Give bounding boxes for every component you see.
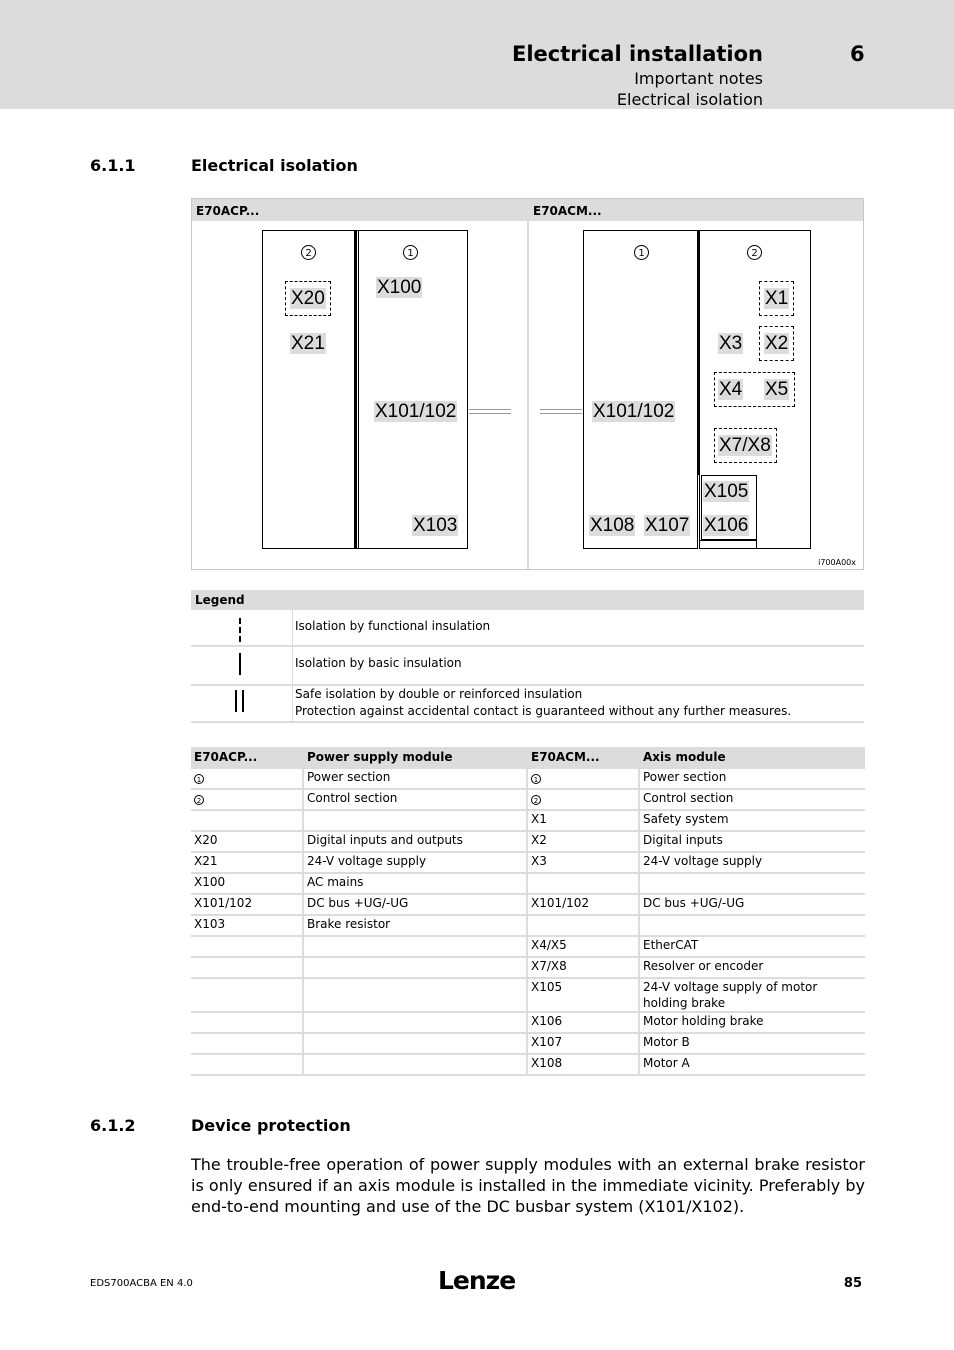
figure-head-power-supply: E70ACP... bbox=[192, 199, 527, 221]
dc-bus-line bbox=[540, 409, 582, 410]
table-cell: X108 bbox=[527, 1054, 639, 1075]
body-paragraph: The trouble-free operation of power supply modules with an external brake resistor is only ensured if an axis module is installed in the immediate vicinity. Preferably by end-to-end mounting and use of the DC busbar system (X101/X102). bbox=[191, 1155, 865, 1216]
connector-x7-x8: X7/X8 bbox=[719, 435, 771, 456]
section-title: Device protection bbox=[191, 1116, 351, 1135]
double-line-icon bbox=[235, 690, 237, 712]
table-row bbox=[191, 957, 865, 978]
page-header bbox=[0, 0, 954, 109]
section-1-marker: 1 bbox=[634, 245, 649, 260]
table-row bbox=[191, 810, 865, 831]
header-subtitle-1: Important notes bbox=[634, 69, 763, 88]
section-1-marker: 1 bbox=[403, 245, 418, 260]
table-cell bbox=[191, 789, 303, 810]
table-cell: Safety system bbox=[639, 810, 865, 831]
section-2-marker: 2 bbox=[747, 245, 762, 260]
table-row bbox=[191, 915, 865, 936]
dashed-line-icon bbox=[239, 618, 241, 642]
table-row bbox=[191, 894, 865, 915]
section-number: 6.1.1 bbox=[90, 156, 136, 175]
connector-x5: X5 bbox=[765, 379, 789, 400]
table-header: Axis module bbox=[639, 747, 865, 768]
table-cell: Digital inputs bbox=[639, 831, 865, 852]
table-cell bbox=[303, 957, 527, 978]
table-row bbox=[191, 1033, 865, 1054]
table-cell: X21 bbox=[191, 852, 303, 873]
table-cell: DC bus +UG/-UG bbox=[303, 894, 527, 915]
table-cell bbox=[639, 915, 865, 936]
connector-x101-102: X101/102 bbox=[593, 401, 675, 422]
legend-row-basic bbox=[191, 647, 864, 686]
table-cell bbox=[303, 978, 527, 1012]
legend-safe-text-2: Protection against accidental contact is guaranteed without any further measures. bbox=[295, 704, 792, 718]
table-cell bbox=[527, 789, 639, 810]
table-cell bbox=[191, 810, 303, 831]
section-2-marker: 2 bbox=[301, 245, 316, 260]
legend-basic-text: Isolation by basic insulation bbox=[295, 656, 462, 670]
table-cell: X107 bbox=[527, 1033, 639, 1054]
table-cell bbox=[527, 915, 639, 936]
table-cell: Motor holding brake bbox=[639, 1012, 865, 1033]
isolation-figure bbox=[191, 198, 864, 570]
table-cell bbox=[191, 1054, 303, 1075]
table-row bbox=[191, 1054, 865, 1075]
table-cell: Control section bbox=[303, 789, 527, 810]
section-2-marker: 2 bbox=[194, 795, 204, 805]
table-cell bbox=[639, 873, 865, 894]
table-cell: X103 bbox=[191, 915, 303, 936]
section-number: 6.1.2 bbox=[90, 1116, 136, 1135]
single-line-icon bbox=[239, 653, 241, 675]
connection-table bbox=[191, 747, 865, 1076]
table-header: Power supply module bbox=[303, 747, 527, 768]
chapter-number: 6 bbox=[850, 42, 865, 66]
connector-x100: X100 bbox=[377, 277, 422, 298]
table-cell: DC bus +UG/-UG bbox=[639, 894, 865, 915]
connector-x107: X107 bbox=[645, 515, 690, 536]
connector-x2: X2 bbox=[765, 333, 789, 354]
table-cell: X100 bbox=[191, 873, 303, 894]
axis-power-section bbox=[583, 230, 698, 549]
table-cell bbox=[191, 957, 303, 978]
connector-x20: X20 bbox=[291, 288, 325, 309]
table-cell bbox=[303, 936, 527, 957]
table-header: E70ACP... bbox=[191, 747, 303, 768]
table-cell: X101/102 bbox=[191, 894, 303, 915]
table-cell: Power section bbox=[303, 768, 527, 789]
table-cell: Motor B bbox=[639, 1033, 865, 1054]
table-cell: 24-V voltage supply bbox=[639, 852, 865, 873]
figure-head-axis: E70ACM... bbox=[529, 199, 863, 221]
figure-caption: i700A00x bbox=[818, 558, 856, 567]
lenze-logo: Lenze bbox=[438, 1266, 516, 1295]
table-row bbox=[191, 936, 865, 957]
section-1-marker: 1 bbox=[194, 774, 204, 784]
section-2-marker: 2 bbox=[531, 795, 541, 805]
table-cell bbox=[191, 1033, 303, 1054]
table-cell: Resolver or encoder bbox=[639, 957, 865, 978]
table-cell bbox=[191, 936, 303, 957]
table-cell: X105 bbox=[527, 978, 639, 1012]
table-cell: X106 bbox=[527, 1012, 639, 1033]
table-cell: 24-V voltage supply of motor holding brake bbox=[639, 978, 865, 1012]
table-row bbox=[191, 1012, 865, 1033]
figure-divider bbox=[527, 199, 529, 569]
table-cell bbox=[191, 978, 303, 1012]
table-cell: Control section bbox=[639, 789, 865, 810]
table-header: E70ACM... bbox=[527, 747, 639, 768]
table-row bbox=[191, 789, 865, 810]
table-cell bbox=[191, 1012, 303, 1033]
table-cell bbox=[527, 873, 639, 894]
table-cell bbox=[303, 810, 527, 831]
legend-row-safe bbox=[191, 686, 864, 723]
document-id: EDS700ACBA EN 4.0 bbox=[90, 1278, 193, 1289]
table-cell: X4/X5 bbox=[527, 936, 639, 957]
table-cell bbox=[527, 768, 639, 789]
brake-section-base bbox=[699, 540, 757, 549]
table-cell: Power section bbox=[639, 768, 865, 789]
connector-x105: X105 bbox=[704, 481, 749, 502]
header-subtitle-2: Electrical isolation bbox=[616, 90, 763, 109]
table-cell bbox=[303, 1012, 527, 1033]
table-header-row bbox=[191, 747, 865, 768]
table-cell: X3 bbox=[527, 852, 639, 873]
table-row bbox=[191, 978, 865, 1012]
legend-functional-text: Isolation by functional insulation bbox=[295, 619, 491, 633]
connector-x106: X106 bbox=[704, 515, 749, 536]
connector-x108: X108 bbox=[590, 515, 635, 536]
dc-bus-line bbox=[540, 413, 582, 414]
header-title: Electrical installation bbox=[512, 42, 763, 66]
table-cell: AC mains bbox=[303, 873, 527, 894]
table-cell: 24-V voltage supply bbox=[303, 852, 527, 873]
power-supply-control-section bbox=[262, 230, 355, 549]
page-number: 85 bbox=[843, 1276, 862, 1291]
table-cell: X101/102 bbox=[527, 894, 639, 915]
table-cell bbox=[191, 768, 303, 789]
table-cell: X7/X8 bbox=[527, 957, 639, 978]
table-cell: Motor A bbox=[639, 1054, 865, 1075]
table-cell: Digital inputs and outputs bbox=[303, 831, 527, 852]
table-cell: X1 bbox=[527, 810, 639, 831]
dc-bus-line bbox=[469, 409, 511, 410]
connector-x103: X103 bbox=[413, 515, 458, 536]
section-1-marker: 1 bbox=[531, 774, 541, 784]
table-cell bbox=[303, 1054, 527, 1075]
table-row bbox=[191, 852, 865, 873]
table-cell: X20 bbox=[191, 831, 303, 852]
table-row bbox=[191, 768, 865, 789]
table-row bbox=[191, 831, 865, 852]
connector-x101-102: X101/102 bbox=[375, 401, 457, 422]
table-cell: X2 bbox=[527, 831, 639, 852]
connector-x3: X3 bbox=[719, 333, 743, 354]
legend-title: Legend bbox=[191, 590, 864, 610]
connector-x21: X21 bbox=[291, 333, 325, 354]
connector-x1: X1 bbox=[765, 288, 789, 309]
table-row bbox=[191, 873, 865, 894]
legend-row-functional bbox=[191, 610, 864, 647]
table-cell: Brake resistor bbox=[303, 915, 527, 936]
connector-x4: X4 bbox=[719, 379, 743, 400]
dc-bus-line bbox=[469, 413, 511, 414]
table-cell: EtherCAT bbox=[639, 936, 865, 957]
table-cell bbox=[303, 1033, 527, 1054]
section-title: Electrical isolation bbox=[191, 156, 358, 175]
legend-safe-text-1: Safe isolation by double or reinforced insulation bbox=[295, 687, 583, 701]
